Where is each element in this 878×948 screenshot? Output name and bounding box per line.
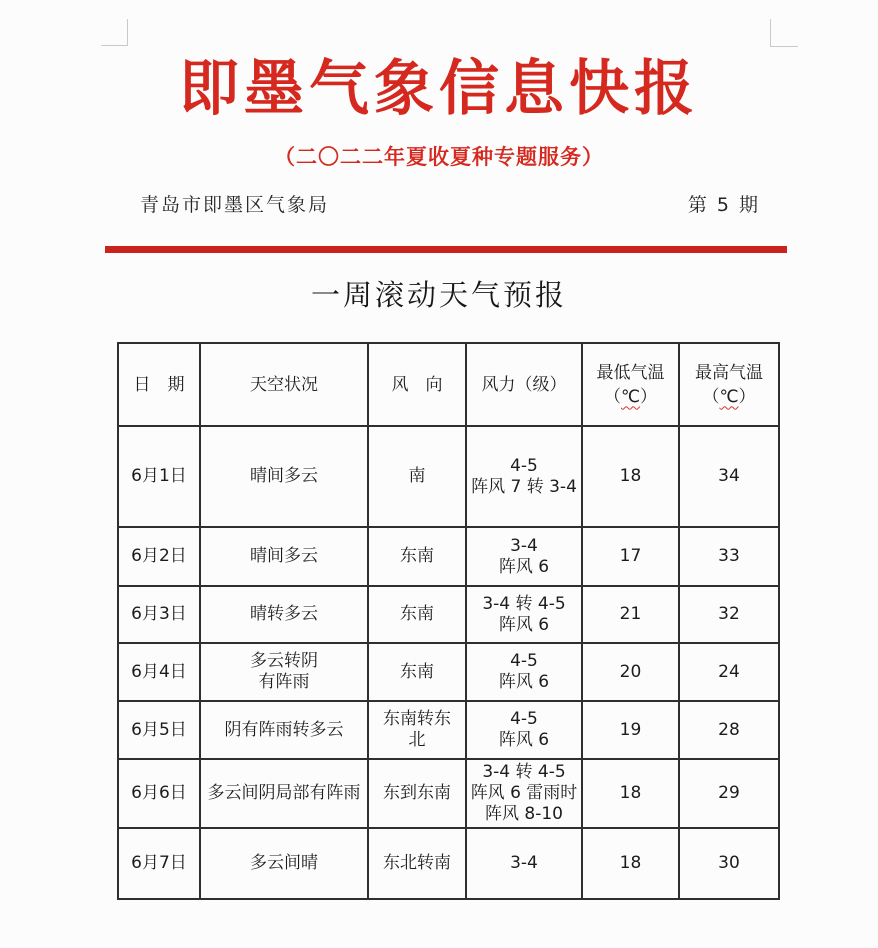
temp-min-cell xyxy=(582,828,679,899)
celsius-symbol: ℃ xyxy=(719,386,739,407)
temp-max-cell-line: 33 xyxy=(718,546,740,566)
col-header-sky-label: 天空状况 xyxy=(250,374,318,395)
temp-max-cell xyxy=(679,759,779,828)
wind-direction-cell-line: 东南 xyxy=(400,604,434,624)
sky-cell-line: 有阵雨 xyxy=(258,672,310,692)
date-cell xyxy=(118,828,200,899)
celsius-symbol: ℃ xyxy=(620,386,641,407)
sky-cell xyxy=(200,643,368,701)
wind-direction-cell xyxy=(368,643,466,701)
col-header-wind-direction-label: 风 向 xyxy=(391,374,443,395)
col-header-date-label: 日 期 xyxy=(133,374,185,395)
wind-force-cell-line: 阵风 6 xyxy=(498,730,550,750)
date-cell-line: 6月5日 xyxy=(131,719,187,740)
temp-max-cell-line: 28 xyxy=(718,719,740,740)
wind-force-cell-line: 4-5 xyxy=(510,651,538,671)
temp-min-cell xyxy=(582,701,679,759)
temp-max-cell-line: 32 xyxy=(718,604,740,624)
wind-force-cell xyxy=(466,527,582,586)
wind-force-cell-line: 阵风 6 雷雨时 xyxy=(470,783,578,803)
col-header-temp-min-label: 最低气温 xyxy=(596,362,665,383)
date-cell xyxy=(118,586,200,643)
red-divider-rule xyxy=(105,246,787,253)
paren-open: （ xyxy=(702,386,720,407)
wind-direction-cell xyxy=(368,527,466,586)
temp-min-cell-line: 18 xyxy=(619,783,642,803)
issuer-row xyxy=(140,192,760,218)
document-subtitle: （二〇二二年夏收夏种专题服务） xyxy=(274,145,604,169)
wind-force-cell-line: 阵风 8-10 xyxy=(485,804,563,824)
wind-force-cell xyxy=(466,643,582,701)
wind-direction-cell xyxy=(368,759,466,828)
forecast-table xyxy=(117,342,780,900)
wind-force-cell xyxy=(466,828,582,899)
wind-force-cell-line: 3-4 转 4-5 xyxy=(482,593,566,614)
section-title: 一周滚动天气预报 xyxy=(310,278,567,312)
sky-cell xyxy=(200,426,368,527)
temp-min-cell-line: 18 xyxy=(619,853,642,873)
wind-force-cell-line: 阵风 6 xyxy=(498,614,550,635)
temp-max-cell xyxy=(679,586,779,643)
date-cell xyxy=(118,643,200,701)
wind-force-cell-line: 阵风 6 xyxy=(498,556,550,577)
document-title: 即墨气象信息快报 xyxy=(179,54,699,124)
temp-max-cell xyxy=(679,643,779,701)
temp-min-cell-line: 18 xyxy=(619,466,642,486)
table-row xyxy=(118,426,779,527)
temp-min-cell-line: 17 xyxy=(619,546,642,566)
col-header-wind-direction xyxy=(368,343,466,426)
temp-min-cell-line: 19 xyxy=(619,719,642,740)
sky-cell-line: 阴有阵雨转多云 xyxy=(224,719,344,740)
wind-direction-cell-line: 东南 xyxy=(400,661,434,682)
wind-direction-cell-line: 东南转东 xyxy=(383,709,451,729)
temp-min-cell xyxy=(582,643,679,701)
issue-number: 第 5 期 xyxy=(687,194,760,216)
temp-min-cell-line: 21 xyxy=(619,604,642,624)
date-cell xyxy=(118,759,200,828)
wind-direction-cell xyxy=(368,426,466,527)
sky-cell xyxy=(200,586,368,643)
wind-direction-cell xyxy=(368,701,466,759)
temp-min-cell xyxy=(582,759,679,828)
col-header-date xyxy=(118,343,200,426)
wind-direction-cell xyxy=(368,828,466,899)
date-cell xyxy=(118,426,200,527)
wind-force-cell-line: 阵风 7 转 3-4 xyxy=(471,476,577,497)
temp-max-cell-line: 24 xyxy=(718,661,740,682)
col-header-wind-force-label: 风力（级） xyxy=(481,374,567,395)
date-cell-line: 6月3日 xyxy=(131,604,187,624)
temp-min-cell xyxy=(582,426,679,527)
temp-max-cell xyxy=(679,527,779,586)
paren-close: ） xyxy=(738,386,756,407)
sky-cell-line: 晴间多云 xyxy=(250,466,318,486)
wind-force-cell-line: 4-5 xyxy=(510,455,538,476)
table-row xyxy=(118,586,779,643)
sky-cell-line: 晴间多云 xyxy=(250,546,318,566)
col-header-wind-force xyxy=(466,343,582,426)
wind-direction-cell-line: 北 xyxy=(408,730,426,750)
wind-direction-cell-line: 南 xyxy=(408,466,426,486)
wind-direction-cell-line: 东北转南 xyxy=(383,853,451,873)
wind-force-cell-line: 3-4 转 4-5 xyxy=(482,762,566,782)
wind-direction-cell-line: 东南 xyxy=(400,546,434,566)
paren-close: ） xyxy=(640,386,658,407)
forecast-table-body xyxy=(118,426,779,899)
sky-cell xyxy=(200,701,368,759)
table-row xyxy=(118,643,779,701)
crop-mark-top-left xyxy=(101,19,128,46)
sky-cell xyxy=(200,759,368,828)
col-header-temp-max xyxy=(679,343,779,426)
sky-cell xyxy=(200,527,368,586)
temp-min-cell xyxy=(582,586,679,643)
paren-open: （ xyxy=(603,386,621,407)
col-header-temp-min-unit xyxy=(584,385,677,409)
col-header-temp-max-label: 最高气温 xyxy=(695,362,763,383)
sky-cell-line: 多云间晴 xyxy=(250,853,318,873)
wind-force-cell-line: 3-4 xyxy=(510,535,538,556)
table-row xyxy=(118,759,779,828)
date-cell-line: 6月6日 xyxy=(131,783,187,803)
table-row xyxy=(118,701,779,759)
temp-min-cell-line: 20 xyxy=(619,661,642,682)
sky-cell-line: 晴转多云 xyxy=(250,604,318,624)
sky-cell xyxy=(200,828,368,899)
wind-force-cell xyxy=(466,701,582,759)
temp-max-cell-line: 29 xyxy=(718,783,740,803)
wind-force-cell-line: 阵风 6 xyxy=(498,672,550,692)
date-cell-line: 6月2日 xyxy=(131,546,187,566)
temp-max-cell-line: 30 xyxy=(718,853,740,873)
date-cell xyxy=(118,527,200,586)
table-header-row xyxy=(118,343,779,426)
col-header-sky xyxy=(200,343,368,426)
date-cell-line: 6月4日 xyxy=(131,661,187,682)
date-cell-line: 6月7日 xyxy=(131,853,187,873)
sky-cell-line: 多云转阴 xyxy=(250,651,318,671)
col-header-temp-max-unit xyxy=(681,385,777,409)
temp-max-cell xyxy=(679,701,779,759)
date-cell-line: 6月1日 xyxy=(131,466,187,486)
temp-min-cell xyxy=(582,527,679,586)
issuer-name: 青岛市即墨区气象局 xyxy=(140,194,330,216)
wind-force-cell-line: 4-5 xyxy=(510,709,538,729)
table-row xyxy=(118,828,779,899)
col-header-temp-min xyxy=(582,343,679,426)
date-cell xyxy=(118,701,200,759)
wind-force-cell-line: 3-4 xyxy=(510,853,538,873)
temp-max-cell xyxy=(679,828,779,899)
temp-max-cell-line: 34 xyxy=(718,466,740,486)
wind-direction-cell-line: 东到东南 xyxy=(383,783,451,803)
crop-mark-top-right xyxy=(770,19,798,47)
sky-cell-line: 多云间阴局部有阵雨 xyxy=(207,783,361,803)
wind-force-cell xyxy=(466,426,582,527)
wind-force-cell xyxy=(466,759,582,828)
table-row xyxy=(118,527,779,586)
temp-max-cell xyxy=(679,426,779,527)
wind-force-cell xyxy=(466,586,582,643)
wind-direction-cell xyxy=(368,586,466,643)
